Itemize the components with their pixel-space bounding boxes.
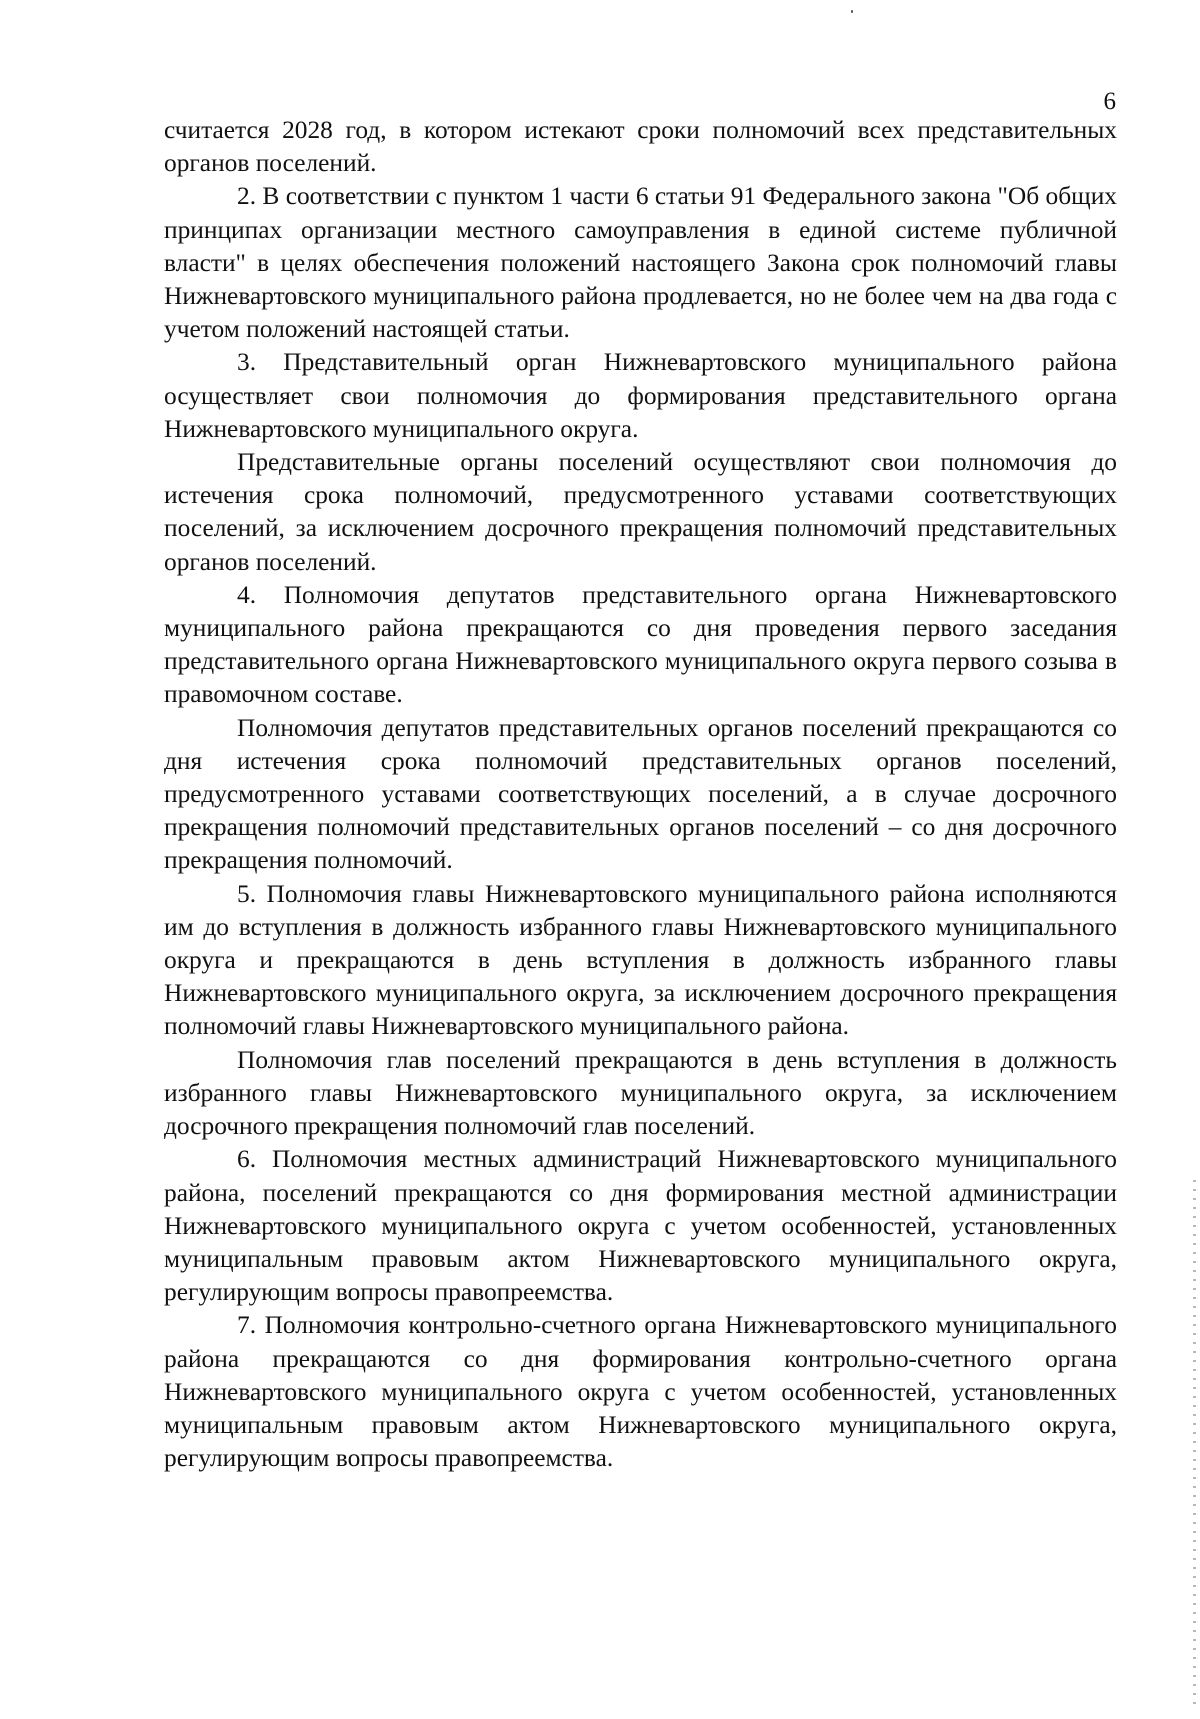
paragraph-item-4-settlements: Полномочия депутатов представительных органов поселений прекращаются со дня истечения срока полномочий представительных органов поселений, предусмотренного уставами соответствующих поселений, а в случае досрочного прекращения полномочий представительных органов поселений – со дня досрочного прекращения полномочий. [164,713,1117,875]
scan-speck [851,10,853,13]
paragraph-item-3-settlements: Представительные органы поселений осуществляют свои полномочия до истечения срока полномочий, предусмотренного уставами соответствующих поселений, за исключением досрочного прекращения полномочий представительных органов поселений. [164,448,1117,576]
paragraph-item-4: 4. Полномочия депутатов представительного органа Нижневартовского муниципального района прекращаются со дня проведения первого заседания представительного органа Нижневартовского муниципального округа первого созыва в правомочном составе. [164,580,1117,709]
paragraph-item-2: 2. В соответствии с пунктом 1 части 6 статьи 91 Федерального закона "Об общих принципах организации местного самоуправления в единой системе публичной власти" в целях обеспечения положений настоящего Закона срок полномочий главы Нижневартовского муниципального района продлевается, но не более чем на два года с учетом положений настоящей статьи. [164,182,1117,344]
document-body [164,114,1117,1475]
paragraph-item-5: 5. Полномочия главы Нижневартовского муниципального района исполняются им до вступления в должность избранного главы Нижневартовского муниципального округа и прекращаются в день вступления в должность избранного главы Нижневартовского муниципального округа, за исключением досрочного прекращения полномочий главы Нижневартовского муниципального района. [164,879,1117,1041]
scan-edge-dots [1193,1180,1196,1710]
paragraph-item-3: 3. Представительный орган Нижневартовского муниципального района осуществляет свои полномочия до формирования представительного органа Нижневартовского муниципального округа. [164,348,1117,443]
paragraph-continuation: считается 2028 год, в котором истекают сроки полномочий всех представительных органов поселений. [164,116,1117,178]
paragraph-item-7: 7. Полномочия контрольно-счетного органа Нижневартовского муниципального района прекращаются со дня формирования контрольно-счетного органа Нижневартовского муниципального округа с учетом особенностей, установленных муниципальным правовым актом Нижневартовского муниципального округа, регулирующим вопросы правопреемства. [164,1311,1117,1473]
paragraph-item-5-settlements: Полномочия глав поселений прекращаются в день вступления в должность избранного главы Нижневартовского муниципального округа, за исключением досрочного прекращения полномочий глав поселений. [164,1045,1117,1141]
page-number: 6 [1103,88,1116,115]
paragraph-item-6: 6. Полномочия местных администраций Нижневартовского муниципального района, поселений прекращаются со дня формирования местной администрации Нижневартовского муниципального округа с учетом особенностей, установленных муниципальным правовым актом Нижневартовского муниципального округа, регулирующим вопросы правопреемства. [164,1145,1117,1307]
